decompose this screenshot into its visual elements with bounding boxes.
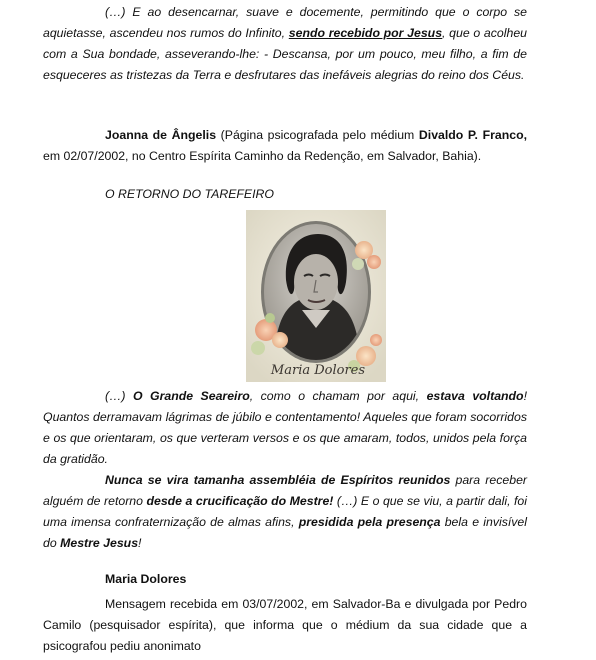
paragraph-source-note: Mensagem recebida em 03/07/2002, em Salvador-Ba e divulgada por Pedro Camilo (pesquisador espírita), que informa que o médium da sua cidade que a psicografou pediu anonimato [43,597,527,653]
attribution-author: Joanna de Ângelis [105,128,217,142]
attribution-medium: Divaldo P. Franco, [418,128,527,142]
portrait-image [246,210,386,382]
paragraph-great-harvester: (…) O Grande Seareiro, como o chamam por aqui, estava voltando! Quantos derramavam lágrimas de júbilo e contentamento! Aqueles que foram socorridos e os que orientaram, os que verteram versos e os que amaram, todos, unidos pela força da gratidão. [43,389,527,466]
paragraph-assembly: Nunca se vira tamanha assembléia de Espíritos reunidos para receber alguém de retorno desde a crucificação do Mestre! (…) E o que se viu, a partir dali, foi uma imensa confraternização de almas afins, presidida pela presença bela e invisível do Mestre Jesus! [43,473,527,550]
section-heading: O RETORNO DO TAREFEIRO [105,187,274,201]
emphasis-received-by-jesus: sendo recebido por Jesus [288,26,443,40]
paragraph-attribution: Joanna de Ângelis (Página psicografada pelo médium Divaldo P. Franco, em 02/07/2002, no Centro Espírita Caminho da Redenção, em Salvador, Bahia). [43,128,527,163]
author-name: Maria Dolores [105,572,187,586]
portrait-caption: Maria Dolores [270,363,366,378]
paragraph-ascension: (…) E ao desencarnar, suave e docemente, permitindo que o corpo se aquietasse, ascendeu nos rumos do Infinito, sendo recebido por Jesus, que o acolheu com a Sua bondade, asseverando-lhe: - Descansa, por um pouco, meu filho, a fim de esqueceres as tristezas da Terra e desfrutares das inefáveis alegrias do reino dos Céus. [43,5,528,82]
